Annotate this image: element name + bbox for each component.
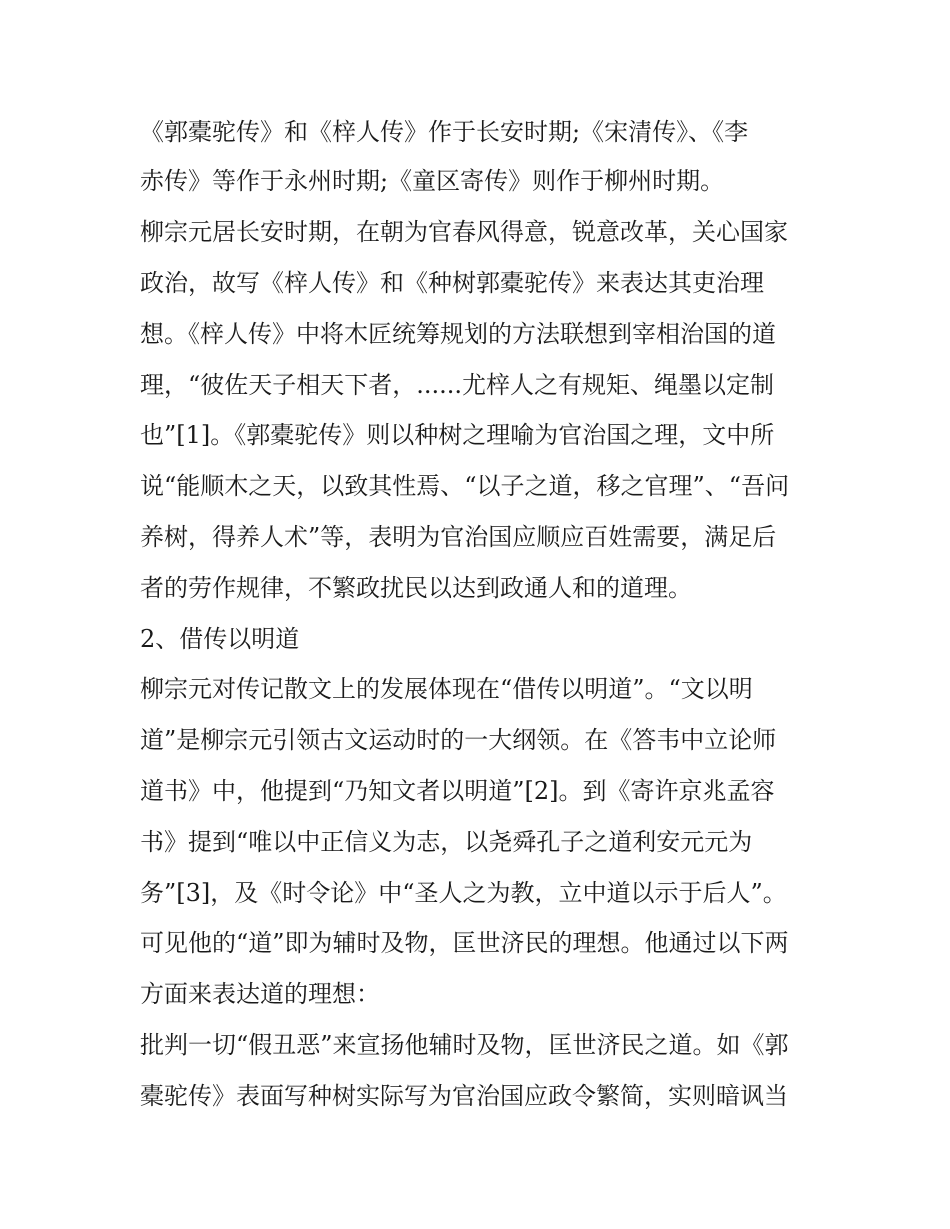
- text-line: 也”[1]。《郭橐驼传》则以种树之理喻为官治国之理，文中所: [140, 421, 775, 449]
- text-line: 说“能顺木之天，以致其性焉、“以子之道，移之官理”、“吾问: [140, 472, 790, 500]
- text-line: 者的劳作规律，不繁政扰民以达到政通人和的道理。: [140, 574, 692, 602]
- text-line: 政治，故写《梓人传》和《种树郭橐驼传》来表达其吏治理: [140, 269, 764, 297]
- text-line: 书》提到“唯以中正信义为志，以尧舜孔子之道利安元元为: [140, 828, 753, 856]
- text-line: 道”是柳宗元引领古文运动时的一大纲领。在《答韦中立论师: [140, 726, 777, 754]
- text-line: 养树，得养人术”等，表明为官治国应顺应百姓需要，满足后: [140, 523, 777, 551]
- text-line: 想。《梓人传》中将木匠统筹规划的方法联想到宰相治国的道: [140, 320, 776, 348]
- section-heading: 2、借传以明道: [140, 625, 300, 653]
- text-line: 理，“彼佐天子相天下者，......尤梓人之有规矩、绳墨以定制: [140, 371, 775, 399]
- text-line: 《郭橐驼传》和《梓人传》作于长安时期;《宋清传》、《李: [140, 118, 749, 146]
- text-line: 方面来表达道的理想：: [140, 980, 380, 1008]
- text-line: 柳宗元对传记散文上的发展体现在“借传以明道”。“文以明: [140, 675, 753, 703]
- text-line: 橐驼传》表面写种树实际写为官治国应政令繁简，实则暗讽当: [140, 1082, 788, 1110]
- text-line: 柳宗元居长安时期，在朝为官春风得意，锐意改革，关心国家: [140, 218, 788, 246]
- text-line: 批判一切“假丑恶”来宣扬他辅时及物，匡世济民之道。如《郭: [140, 1031, 789, 1059]
- text-line: 赤传》等作于永州时期;《童区寄传》则作于柳州时期。: [140, 167, 725, 195]
- text-line: 道书》中，他提到“乃知文者以明道”[2]。到《寄许京兆孟容: [140, 777, 775, 805]
- text-line: 务”[3]，及《时令论》中“圣人之为教，立中道以示于后人”。: [140, 879, 787, 907]
- text-line: 可见他的“道”即为辅时及物，匡世济民的理想。他通过以下两: [140, 929, 789, 957]
